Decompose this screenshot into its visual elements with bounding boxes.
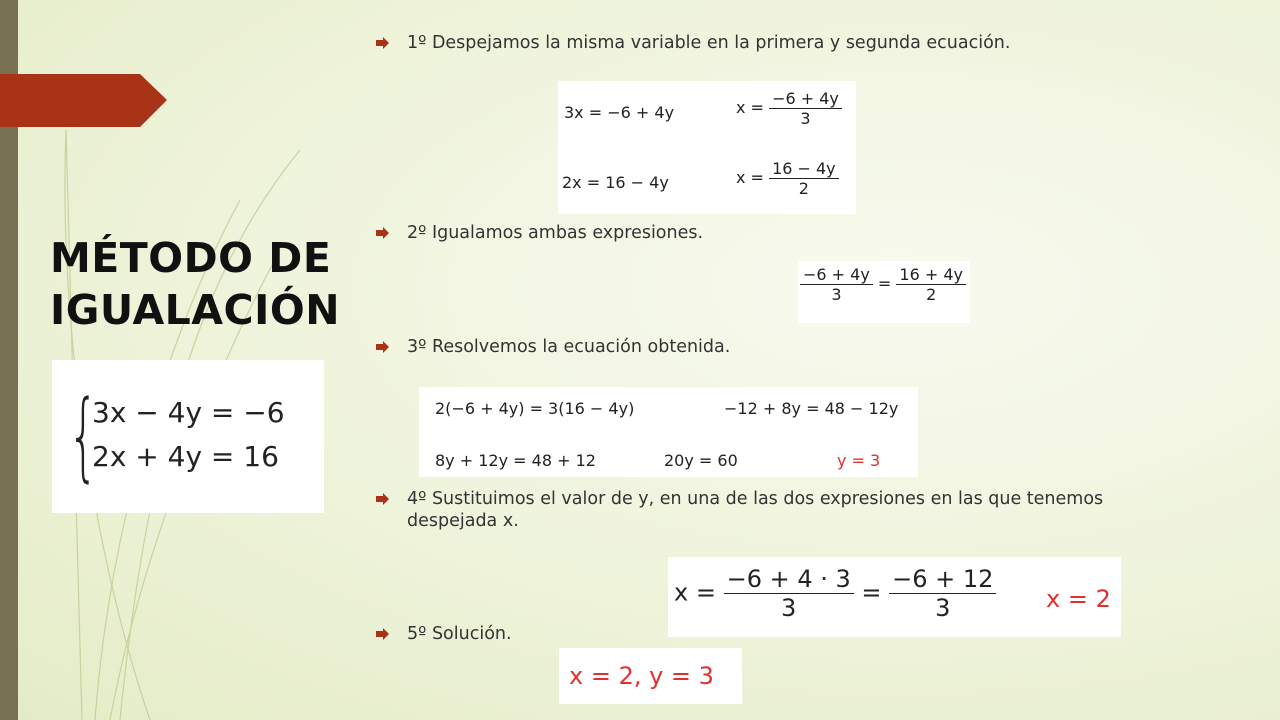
- s4-equation: [674, 565, 996, 622]
- s4-equals: =: [861, 578, 882, 607]
- step-5-text: 5º Solución.: [407, 624, 512, 644]
- s1-row2-fraction: [769, 159, 839, 198]
- s1-row2-lhs: x =: [736, 168, 764, 187]
- bullet-arrow-icon: [376, 627, 390, 641]
- title-line-2: IGUALACIÓN: [50, 286, 341, 334]
- step-1-text: 1º Despejamos la misma variable en la primera y segunda ecuación.: [407, 33, 1011, 53]
- s1-row1-right: [736, 89, 842, 128]
- s4-num-2: −6 + 12: [889, 565, 996, 594]
- brace-symbol: {: [68, 380, 99, 492]
- s2-left-fraction: [800, 265, 873, 304]
- s3-expr-e: y = 3: [837, 451, 881, 470]
- step-3-text: 3º Resolvemos la ecuación obtenida.: [407, 337, 731, 357]
- s1-row1-num: −6 + 4y: [769, 89, 842, 109]
- s2-left-num: −6 + 4y: [800, 265, 873, 285]
- s4-den-1: 3: [781, 594, 797, 622]
- s5-solution: x = 2, y = 3: [569, 662, 714, 690]
- step-5-math-image: [559, 648, 742, 704]
- s2-right-fraction: [896, 265, 966, 304]
- s4-result: x = 2: [1046, 585, 1111, 613]
- title-accent-tab: [0, 0, 170, 130]
- s4-fraction-1: [724, 565, 854, 622]
- step-2-math-image: [798, 261, 970, 323]
- step-5: [376, 623, 776, 645]
- bullet-arrow-icon: [376, 36, 390, 50]
- s4-fraction-2: [889, 565, 996, 622]
- s3-expr-d: 20y = 60: [664, 451, 738, 470]
- bullet-arrow-icon: [376, 226, 390, 240]
- s1-row2-left: 2x = 16 − 4y: [562, 173, 669, 192]
- s1-row2-right: [736, 159, 839, 198]
- s1-row1-lhs: x =: [736, 98, 764, 117]
- step-2-text: 2º Igualamos ambas expresiones.: [407, 223, 704, 243]
- system-eq-2: 2x + 4y = 16: [92, 440, 279, 473]
- step-4: [376, 488, 1166, 532]
- step-1: [376, 32, 1256, 54]
- system-eq-1: 3x − 4y = −6: [92, 396, 285, 429]
- bullet-arrow-icon: [376, 340, 390, 354]
- s2-right-den: 2: [926, 285, 937, 304]
- s4-lhs: x =: [674, 578, 716, 607]
- s3-expr-a: 2(−6 + 4y) = 3(16 − 4y): [435, 399, 635, 418]
- s2-right-num: 16 + 4y: [896, 265, 966, 285]
- step-2: [376, 222, 1176, 244]
- step-1-math-image: [558, 81, 856, 214]
- equation-system-image: [52, 360, 324, 513]
- slide-title: [50, 232, 340, 336]
- s4-num-1: −6 + 4 · 3: [724, 565, 854, 594]
- s1-row2-den: 2: [798, 179, 809, 198]
- s4-den-2: 3: [935, 594, 951, 622]
- s1-row2-num: 16 − 4y: [769, 159, 839, 179]
- s1-row1-den: 3: [800, 109, 811, 128]
- title-line-1: MÉTODO DE: [50, 234, 332, 282]
- s2-left-den: 3: [831, 285, 842, 304]
- s3-expr-b: −12 + 8y = 48 − 12y: [724, 399, 899, 418]
- s2-equals: =: [877, 274, 892, 293]
- s2-equation: [800, 265, 966, 304]
- step-4-text: 4º Sustituimos el valor de y, en una de las dos expresiones en las que tenemos despejada x.: [407, 489, 1104, 531]
- s1-row1-left: 3x = −6 + 4y: [564, 103, 675, 122]
- s3-expr-c: 8y + 12y = 48 + 12: [435, 451, 596, 470]
- step-3-math-image: [419, 387, 918, 477]
- s1-row1-fraction: [769, 89, 842, 128]
- step-3: [376, 336, 1176, 358]
- bullet-arrow-icon: [376, 492, 390, 506]
